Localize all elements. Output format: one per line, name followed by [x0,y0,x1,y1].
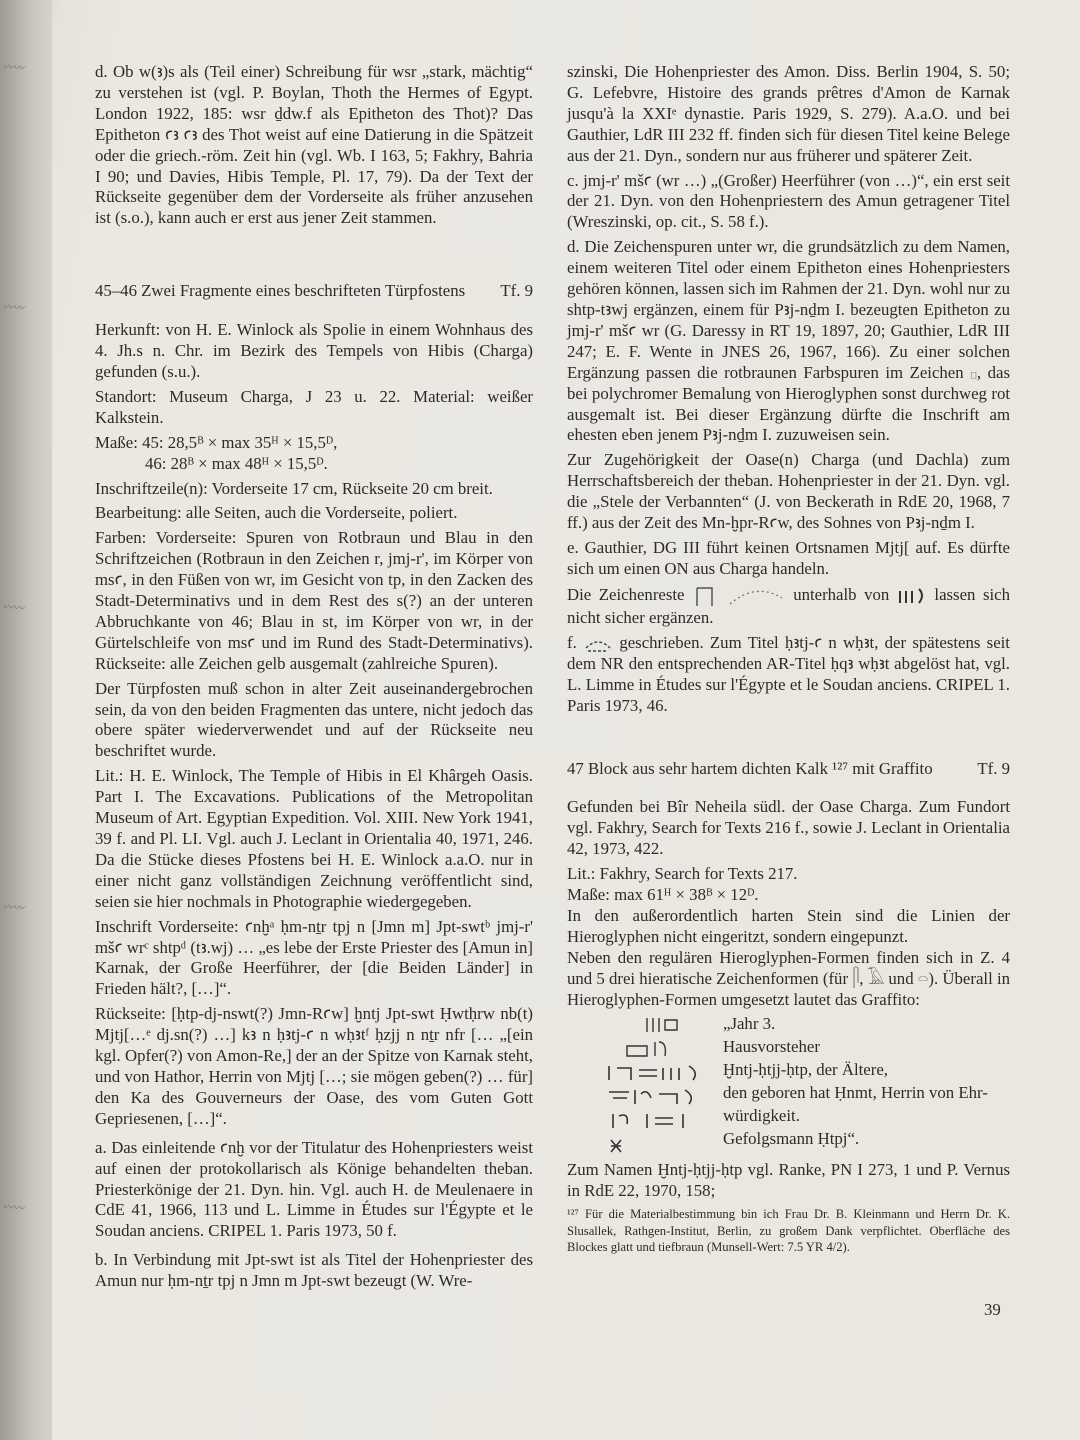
hieroglyph-line-3-icon [607,1062,717,1082]
hieroglyph-line-2-icon [607,1038,717,1058]
stein-paragraph: In den außerordentlich harten Stein sind die Linien der Hieroglyphen nicht eingeritzt, sondern eingepunzt. [567,905,1010,946]
note-f-label: f. [567,632,577,652]
graffito-line: Ḫntj-ḥtjj-ḥtp, der Ältere, [723,1060,888,1080]
note-e-paragraph: e. Gauthier, DG III führt keinen Ortsnamen Mjtj[ auf. Es dürfte sich um einen ON aus Charga handeln. [567,537,1010,578]
zum-namen-paragraph: Zum Namen Ḫntj-ḥtjj-ḥtp vgl. Ranke, PN I 273, 1 und P. Vernus in RdE 22, 1970, 158; [567,1160,1010,1201]
zeichenreste-text-c: lassen sich nicht sicher ergänzen. [567,584,1010,627]
masse-47: Maße: max 61ᴴ × 38ᴮ × 12ᴰ. [567,885,759,905]
graffito-line: würdigkeit. [723,1106,800,1126]
note-f-text: geschrieben. Zum Titel ḥꜣtj-ꜥ n wḥꜣt, der spätestens seit dem NR den entsprechenden AR-Titel ḥqꜣ wḥꜣt abgelöst hat, vgl. L. Limme in Études sur l'Égypte et le Soudan anciens. CRIPEL 1. Paris 1973, 46. [567,632,1010,715]
entry-heading-45-46 [95,281,533,302]
gefunden-paragraph: Gefunden bei Bîr Neheila südl. der Oase Charga. Zum Fundort vgl. Fakhry, Search for Texts 216 f., sowie J. Leclant in Orientalia 42, 1973, 422. [567,797,1010,859]
masse-line-2: 46: 28ᴮ × max 48ᴴ × 15,5ᴰ. [145,453,328,473]
graffito-line: Gefolgsmann Ḥtpj“. [723,1129,860,1149]
page-number: 39 [984,1300,1001,1319]
literature-47: Lit.: Fakhry, Search for Texts 217. [567,864,798,884]
zugehoerigkeit-paragraph: Zur Zugehörigkeit der Oase(n) Charga (und Dachla) zum Herrschaftsbereich der theban. Hohenpriester in der 21. Dyn. vgl. die „Stele der Verbannten“ (J. von Beckerath in RdE 20, 1968, 7 ff.) aus der Zeit des Mn-ḫpr-Rꜥw, des Sohnes von Pꜣj-nḏm I. [567,450,1010,533]
note-d-paragraph-right: d. Die Zeichenspuren unter wr, die grundsätzlich zu dem Namen, einem weiteren Titel oder einem Epitheton eines Hohenpriesters gehören können, lassen sich im Rahmen der 21. Dyn. wohl nur zu shtp-tꜣwj ergänzen, einem für Pꜣj-nḏm I. bezeugten Epitheton zu jmj-r' mšꜥ wr (G. Daressy in RT 19, 1897, 20; Gauthier, LdR III 247; E. F. Wente in JNES 26, 1967, 166). Zu einer solchen Ergänzung passen die rotbraunen Farbspuren im Zeichen 𓊪, das bei polychromer Bemalung von Hieroglyphen sonst durchweg rot ausgemalt ist. Bei dieser Ergänzung dürfte die Inschrift am ehesten eben jenem Pꜣj-nḏm I. zuzuweisen sein. [567,237,1010,445]
zeichenreste-text-a: Die Zeichenreste [567,584,685,604]
sign-trace-icon [692,584,718,608]
graffito-line: Hausvorsteher [723,1037,820,1057]
zeichenreste-text-b: unterhalb von [793,584,890,604]
entry-heading-47 [567,759,1010,780]
hieroglyph-line-4-icon [607,1086,717,1106]
graffito-line: den geboren hat Ḥnmt, Herrin von Ehr- [723,1083,988,1103]
standort-paragraph: Standort: Museum Charga, J 23 u. 22. Material: weißer Kalkstein. [95,386,533,427]
plate-reference: Tf. 9 [500,281,533,301]
hieroglyph-line-6-icon [607,1134,717,1154]
bearbeitung-paragraph: Bearbeitung: alle Seiten, auch die Vorderseite, poliert. [95,503,458,523]
note-a-paragraph: a. Das einleitende ꜥnḫ vor der Titulatur des Hohenpriesters weist auf einen der protokollarisch als Könige behandelten theban. Priesterkönige der 21. Dyn. hin. Vgl. auch H. de Meulenaere in CdE 41, 1966, 113 und L. Limme in Études sur l'Égypte et le Soudan anciens. CRIPEL 1. Paris 1973, 50 f. [95,1137,533,1241]
inschrift-vorderseite-paragraph: Inschrift Vorderseite: ꜥnḫᵃ ḥm-nṯr tpj n [Jmn m] Jpt-swtᵇ jmj-r' mšꜥ wrᶜ shtpᵈ (tꜣ.wj) … „es lebe der Erste Priester des [Amun in] Karnak, der Große Heerführer, der [die Beiden Länder] in Frieden hält?, […]“. [95,916,533,999]
graffito-hieroglyphs [567,1014,717,1154]
facing-page-ghost-text: 〰〰 [1,1200,25,1215]
facing-page-edge [0,0,52,1440]
note-d-paragraph: d. Ob w(ꜣ)s als (Teil einer) Schreibung für wsr „stark, mächtig“ zu verstehen ist (vgl. P. Boylan, Thoth the Hermes of Egypt. London 1922, 185: wsr ḏdw.f als Epitheton des Thot)? Das Epitheton ꜥꜣ ꜥꜣ des Thot weist auf eine Datierung in die Spätzeit oder die griech.-röm. Zeit hin (vgl. Wb. I 163, 5; Fakhry, Bahria I 90; und Davies, Hibis Temple, Pl. 17, 79). Da der Text der Rückseite gegenüber dem der Vorderseite als früher anzusehen ist (s.o.), kann auch er erst aus jener Zeit stammen. [95,62,533,228]
dotted-arc-trace-icon [726,584,786,608]
facing-page-ghost-text: 〰〰 [1,900,25,915]
graffito-translation [723,1014,1010,1154]
entry-title-47: 47 Block aus sehr hartem dichten Kalk ¹²⁷ mit Graffito [567,758,933,778]
hieroglyph-title-icon [583,634,613,654]
left-column [95,62,533,1296]
hieroglyph-line-5-icon [607,1110,717,1130]
herkunft-paragraph: Herkunft: von H. E. Winlock als Spolie in einem Wohnhaus des 4. Jh.s n. Chr. im Bezirk des Tempels von Hibis (Charga) gefunden (s.u.). [95,320,533,381]
facing-page-ghost-text: 〰〰 [1,60,25,75]
entry-title: 45–46 Zwei Fragmente eines beschrifteten Türpfostens [95,281,466,301]
note-b-continuation: szinski, Die Hohenpriester des Amon. Diss. Berlin 1904, S. 50; G. Lefebvre, Histoire des grands prêtres d'Amon de Karnak jusqu'à la XXIᵉ dynastie. Paris 1929, S. 279). A.a.O. und bei Gauthier, LdR III 232 ff. finden sich für diesen Titel keine Belege aus der 21. Dyn., sondern nur aus früherer und späterer Zeit. [567,62,1010,165]
graffito-line: „Jahr 3. [723,1014,776,1034]
zeichenreste-paragraph [567,584,1010,629]
hieroglyph-group-icon [897,585,927,607]
neben-paragraph: Neben den regulären Hieroglyphen-Formen finden sich in Z. 4 und 5 drei hieratische Zeichenformen (für 𓋴, 𓄿 und 𓏏). Überall in Hieroglyphen-Formen umgesetzt lautet das Graffito: [567,947,1010,1009]
note-c-paragraph: c. jmj-r' mšꜥ (wr …) „(Großer) Heerführer (von …)“, ein erst seit der 21. Dyn. von den Hohenpriestern des Amun getragener Titel (Wreszinski, op. cit., S. 58 f.). [567,170,1010,232]
note-f-paragraph [567,633,1010,717]
inschriftzeile-paragraph: Inschriftzeile(n): Vorderseite 17 cm, Rückseite 20 cm breit. [95,478,493,498]
note-b-paragraph: b. In Verbindung mit Jpt-swt ist als Titel der Hohenpriester des Amun nur ḥm-nṯr tpj n Jmn m Jpt-swt bezeugt (W. Wre- [95,1250,533,1291]
graffito-block [567,1014,1010,1154]
rueckseite-paragraph: Rückseite: [ḥtp-dj-nswt(?) Jmn-Rꜥw] ḫntj Jpt-swt Ḥwtḥrw nb(t) Mjtj[…ᵉ dj.sn(?) …] kꜣ n ḥꜣtj-ꜥ n wḥꜣtᶠ ḥzjj n nṯr nfr [… „[ein kgl. Opfer(?) von Amon-Re,] der an der Spitze von Karnak steht, und von Hathor, Herrin von Mjtj […; sie mögen geben(?) … für] den Ka des Gouverneurs der Oase, des vom Guten Gott Gepriesenen, […]“. [95,1004,533,1128]
tuerpfosten-paragraph: Der Türpfosten muß schon in alter Zeit auseinandergebrochen sein, da von den beiden Fragmenten das untere, nicht jedoch das obere später wiederverwendet und auf der Rückseite neu beschriftet wurde. [95,678,533,761]
hieroglyph-line-1-icon [607,1014,717,1034]
literature-paragraph: Lit.: H. E. Winlock, The Temple of Hibis in El Khârgeh Oasis. Part I. The Excavations. Publications of the Metropolitan Museum of Art. Egyptian Expedition. Vol. XIII. New York 1941, 39 f. and Pl. LI. Vgl. auch J. Leclant in Orientalia 40, 1971, 246. Da die Stücke dieses Pfostens bei H. E. Winlock a.a.O. nur in einer nicht ganz vollständigen Zeichnung veröffentlicht sind, seien sie hier nochmals in Photographie wiedergegeben. [95,766,533,911]
facing-page-ghost-text: 〰〰 [1,600,25,615]
footnote-127: ¹²⁷ Für die Materialbestimmung bin ich Frau Dr. B. Kleinmann und Herrn Dr. K. Slusallek, Rathgen-Institut, Berlin, zu großem Dank verpflichtet. Oberfläche des Blockes glatt und tiefbraun (Munsell-Wert: 7.5 YR 4/2). [567,1207,1010,1255]
farben-paragraph: Farben: Vorderseite: Spuren von Rotbraun und Blau in den Schriftzeichen (Rotbraun in den Zeichen r, jmj-r', im Körper von msꜥ, in den Füßen von wr, im Gesicht von tp, in den Zacken des Stadt-Determinativs und in dem Rest des s(?) an der unteren Abbruchkante von 46; Blau in st, im Körper von wr, in der Gürtelschleife von msꜥ und im Rund des Stadt-Determinativs). Rückseite: alle Zeichen gelb ausgemalt (zahlreiche Spuren). [95,528,533,673]
facing-page-ghost-text: 〰〰 [1,300,25,315]
masse-line-1: Maße: 45: 28,5ᴮ × max 35ᴴ × 15,5ᴰ, [95,432,338,452]
plate-reference-47: Tf. 9 [977,758,1010,778]
right-column [567,62,1010,1260]
